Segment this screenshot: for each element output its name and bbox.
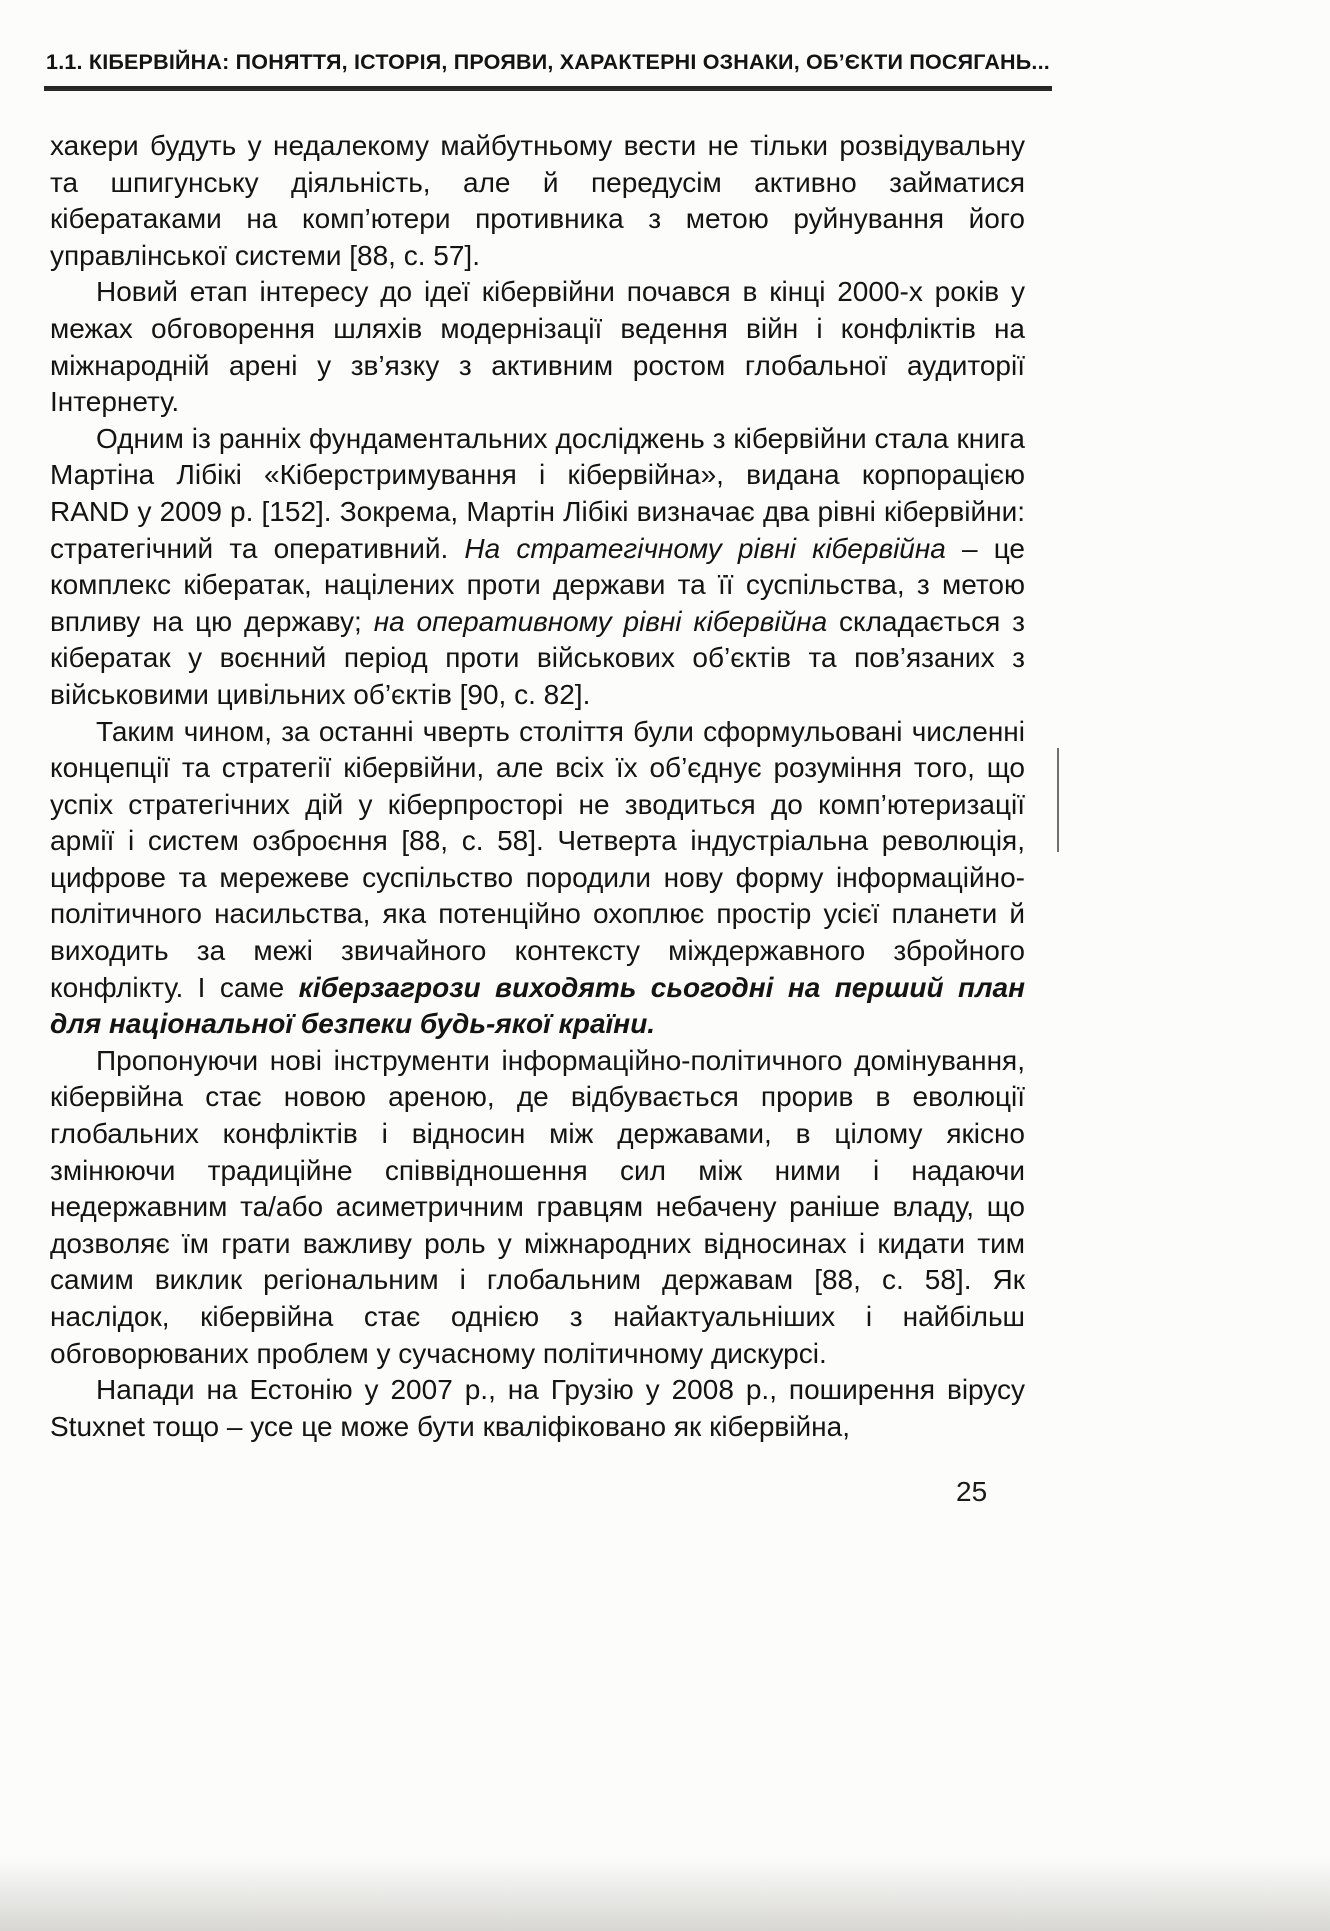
header-rule (44, 86, 1052, 91)
page-body (50, 128, 1025, 1445)
text-run: Одним із ранніх фундаментальних досліджень з кібервійни стала книга Мартіна Лібікі «Кіберстримування і кібервійна», видана корпорацією RAND у 2009 р. [152]. Зокрема, Мартін Лібікі визначає два рівні кібервійни: стратегічний та оперативний. (50, 422, 1025, 564)
paragraph (50, 421, 1025, 714)
scan-bottom-shadow (0, 1856, 1330, 1931)
text-run: – це комплекс кібератак, націлених проти держави та її суспільства, з метою впливу на цю державу; (50, 532, 1025, 637)
running-header (44, 50, 1052, 75)
paragraph (50, 128, 1025, 274)
text-run: Пропонуючи нові інструменти інформаційно-політичного домінування, кібервійна стає новою ареною, де відбувається прорив в еволюції глобальних конфліктів і відносин між державами, в цілому якісно змінюючи традиційне співвідношення сил між ними і надаючи недержавним та/або асиметричним гравцям небачену раніше владу, що дозволяє їм грати важливу роль у міжнародних відносинах і кидати тим самим виклик регіональним і глобальним державам [88, с. 58]. Як наслідок, кібервійна стає однією з найактуальніших і найбільш обговорюваних проблем у сучасному політичному дискурсі. (50, 1044, 1025, 1369)
text-run: хакери будуть у недалекому майбутньому вести не тільки розвідувальну та шпигунську діяльність, але й передусім активно займатися кібератаками на комп’ютери противника з метою руйнування його управлінської системи [88, с. 57]. (50, 130, 1025, 271)
text-run: Напади на Естонію у 2007 р., на Грузію у 2008 р., поширення вірусу Stuxnet тощо – усе це може бути кваліфіковано як кібервійна, (50, 1374, 1025, 1442)
paragraph (50, 1043, 1025, 1372)
page-number: 25 (956, 1476, 988, 1507)
scan-artifact-line (1057, 748, 1059, 852)
text-run: кіберзагрози виходять сьогодні на перший план для національної безпеки будь-якої країни. (50, 971, 1025, 1040)
text-run: складається з кібератак у воєнний період проти військових об’єктів та пов’язаних з військовими цивільних об’єктів [90, с. 82]. (50, 605, 1025, 710)
paragraph (50, 1372, 1025, 1445)
chapter-header-title: 1.1. КІБЕРВІЙНА: ПОНЯТТЯ, ІСТОРІЯ, ПРОЯВИ, ХАРАКТЕРНІ ОЗНАКИ, ОБ’ЄКТИ ПОСЯГАНЬ... (46, 50, 1050, 74)
paragraph (50, 274, 1025, 420)
text-run: Таким чином, за останні чверть століття були сформульовані численні концепції та стратегії кібервійни, але всіх їх об’єднує розуміння того, що успіх стратегічних дій у кіберпросторі не зводиться до комп’ютеризації армії і систем озброєння [88, с. 58]. Четверта індустріальна революція, цифрове та мережеве суспільство породили нову форму інформаційно-політичного насильства, яка потенційно охоплює простір усієї планети й виходить за межі звичайного контексту міждержавного збройного конфлікту. І саме (50, 715, 1025, 1003)
text-run: На стратегічному рівні кібервійна (464, 532, 946, 564)
text-run: Новий етап інтересу до ідеї кібервійни почався в кінці 2000-х років у межах обговорення шляхів модернізації ведення війн і конфліктів на міжнародній арені у зв’язку з активним ростом глобальної аудиторії Інтернету. (50, 276, 1025, 418)
paragraph (50, 714, 1025, 1043)
text-run: на оперативному рівні кібервійна (373, 605, 828, 637)
